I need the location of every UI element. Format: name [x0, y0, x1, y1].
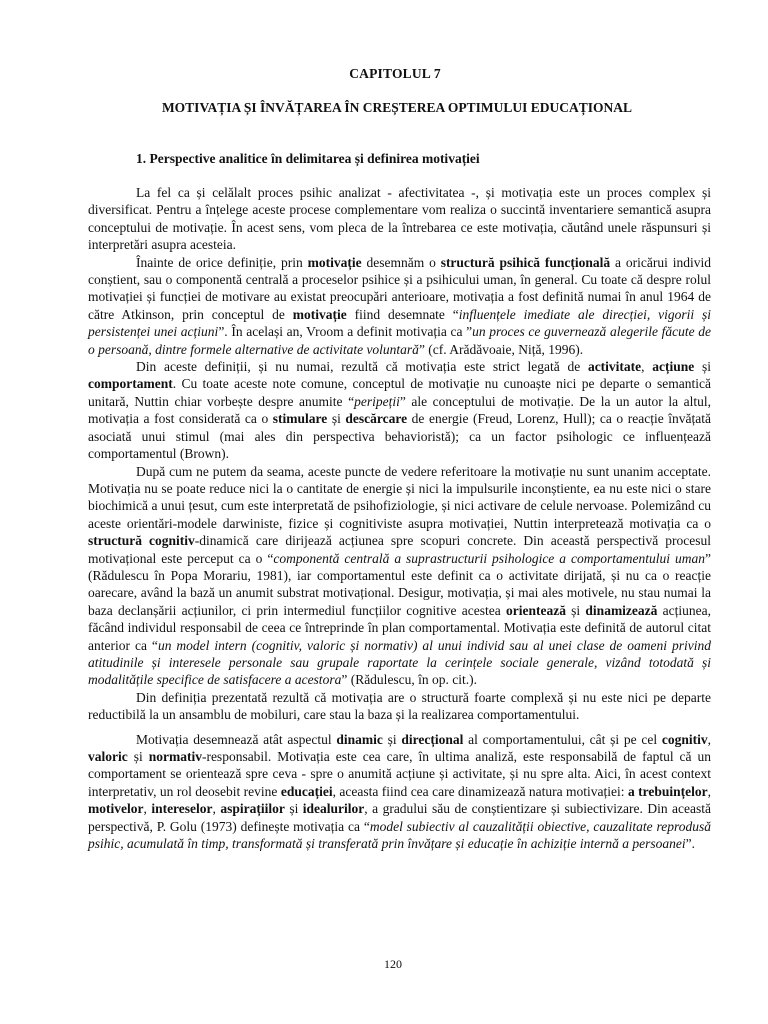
text-run: ” (Rădulescu în Popa Morariu, 1981), iar comportamentul este definit ca o activitate dirijată, și nu ca o reacție oarecare, având la bază un anumit substrat motivațional. Desigur, motivația, și mai ales motivele, nu stau numai la baza declanșării acțiunilor, ci prin intermediul funcțiilor cognitive acestea — [88, 550, 711, 618]
text-run: ” (cf. Arădăvoaie, Niță, 1996). — [418, 341, 584, 357]
bold-term: structură cognitiv — [88, 533, 195, 549]
bold-term: normativ — [148, 749, 202, 764]
page-number: 120 — [384, 957, 402, 971]
text-run: și — [565, 602, 586, 618]
chapter-label: CAPITOLUL 7 — [349, 66, 441, 81]
bold-term: acțiune — [652, 359, 695, 375]
text-run: ”. — [685, 836, 695, 852]
chapter-title: MOTIVAȚIA ȘI ÎNVĂȚAREA ÎN CREȘTEREA OPTIMULUI EDUCAȚIONAL — [161, 100, 633, 115]
paragraph — [88, 358, 711, 462]
text-run: ”. În același an, Vroom a definit motivația ca ” — [218, 324, 473, 340]
paragraph — [88, 184, 711, 254]
text-run: -dinamică care dirijează acțiunea spre scopuri concrete. Din această perspectivă procesul motivațional este perceput ca o “ — [88, 533, 711, 566]
paragraph — [88, 254, 711, 358]
text-run: La fel ca și celălalt proces psihic analizat - afectivitatea -, și motivația este un proces complex și diversificat. Pentru a înțelege aceste procese complementare vom realiza o succintă inventariere semantică asupra conceptului de motivație. În acest sens, vom pleca de la întrebarea ce este motivația, căutând unele răspunsuri și interpretări asupra acesteia. — [88, 185, 711, 253]
text-run: Din aceste definiții, și nu numai, rezultă că motivația este strict legată de — [136, 359, 588, 375]
text-run: acțiunea, făcând individul responsabil de ceea ce întreprinde în plan comportamental. Motivația este definită de autorul citat anterior ca “ — [88, 602, 711, 653]
text-run: , — [212, 801, 221, 817]
bold-term: motivație — [292, 306, 347, 322]
text-run: și — [284, 801, 303, 817]
text-run: Motivația desemnează atât aspectul — [136, 731, 337, 747]
bold-term: descărcare — [345, 411, 408, 427]
italic-quote: un model intern (cognitiv, valoric și normativ) al unui individ sau al unei clase de oameni privind atitudinile și interesele personale sau grupale raportate la cerințele sociale generale, vizând totodată și modalitățile specifice de satisfacere a acestora — [88, 637, 712, 688]
section-heading: 1. Perspective analitice în delimitarea și definirea motivației — [136, 151, 480, 166]
text-run: , aceasta fiind cea care dinamizează natura motivației: — [332, 783, 628, 799]
body-text — [88, 184, 711, 852]
bold-term: a trebuințelor — [627, 783, 708, 799]
text-run: și — [327, 411, 346, 427]
bold-term: structură psihică funcțională — [440, 254, 611, 270]
text-run: , a gradului său de conștientizare și subiectivizare. Din această perspectivă, P. Golu (1973) definește motivația ca “ — [88, 801, 711, 834]
text-run: . Cu toate aceste note comune, conceptul de motivație nu cunoaște nici pe departe o semantică unitară, Nuttin chiar vorbește despre anumite “ — [88, 376, 711, 409]
text-run: ” ale conceptului de motivație. De la un autor la altul, motivația a fost considerată ca o — [88, 393, 711, 427]
text-run: de energie (Freud, Lorenz, Hull); ca o reacție învățată asociată unui stimul (mai ales din perspectiva behavioristă); ca un factor psihologic ce influențează comportamentul (Brown). — [88, 411, 711, 462]
bold-term: motivelor — [88, 801, 144, 817]
text-run: , — [143, 801, 152, 817]
italic-quote: peripeții — [354, 393, 400, 409]
bold-term: idealurilor — [302, 801, 365, 817]
italic-quote: un proces ce guvernează alegerile făcute de o persoană, dintre formele alternative de activitate voluntară — [88, 324, 711, 357]
text-run: , — [707, 783, 711, 799]
text-run: și — [382, 731, 402, 747]
bold-term: intereselor — [151, 801, 213, 817]
italic-quote: influențele imediate ale direcției, vigorii și persistenței unei acțiuni — [88, 306, 711, 340]
text-run: a oricărui individ conștient, sau o componentă centrală a proceselor psihice și a psihicului uman, în general. Cu toate că despre rolul motivației și funcției de motivare au existat preocupări anterioare, motivația a fost definită numai în anul 1964 de către Atkinson, prin conceptul de — [88, 254, 711, 322]
text-run: desemnăm o — [361, 254, 441, 270]
bold-term: cognitiv — [661, 731, 708, 747]
bold-term: comportament — [88, 376, 173, 392]
italic-quote: model subiectiv al cauzalității obiective, cauzalitate reprodusă psihic, acumulată în timp, transformată și transferată prin învățare și educație în achiziție internă a persoanei — [88, 818, 711, 852]
text-run: și — [127, 749, 149, 764]
paragraph — [88, 689, 711, 724]
bold-term: educației — [280, 783, 333, 799]
text-run: fiind desemnate “ — [346, 306, 459, 322]
text-run: al comportamentului, cât și pe cel — [463, 731, 662, 747]
bold-term: stimulare — [272, 411, 328, 427]
paragraph — [88, 463, 711, 689]
text-run: -responsabil. Motivația este cea care, în ultima analiză, este responsabilă de faptul că un comportament se orientează spre ceva - spre o anumită acțiune și activitate, și nu spre alta. Aici, în acest context interpretativ, un rol deosebit revine — [88, 749, 711, 799]
text-run: ” (Rădulescu, în op. cit.). — [341, 672, 478, 688]
text-run: Din definiția prezentată rezultă că motivația are o structură foarte complexă și nu este nici pe departe reductibilă la un ansamblu de mobiluri, care stau la baza și la realizarea comportamentului. — [88, 689, 711, 723]
bold-term: dinamic — [336, 731, 383, 747]
text-run: , — [641, 359, 653, 375]
italic-quote: componentă centrală a suprastructurii psihologice a comportamentului uman — [273, 550, 705, 566]
bold-term: orientează — [505, 602, 566, 618]
text-run: După cum ne putem da seama, aceste puncte de vedere referitoare la motivație nu sunt unanim acceptate. Motivația nu se poate reduce nici la o cantitate de energie și nici la impulsurile inconștiente, ea nu este nici o stare biochimică a unui țesut, cum este interpretată de psihofiziologie, și nici activare de celule nervoase. Polemizând cu aceste orientări-modele darwiniste, fizice și cognitiviste asupra motivației, Nuttin interpretează motivația ca o — [88, 463, 711, 531]
paragraph — [88, 731, 711, 853]
bold-term: direcțional — [401, 731, 464, 747]
bold-term: valoric — [88, 749, 128, 764]
bold-term: motivație — [307, 254, 362, 270]
bold-term: dinamizează — [585, 602, 658, 618]
text-run: și — [694, 359, 711, 375]
text-run: , — [707, 731, 711, 747]
bold-term: aspirațiilor — [220, 801, 285, 817]
text-run: Înainte de orice definiție, prin — [136, 254, 308, 270]
bold-term: activitate — [587, 359, 642, 375]
